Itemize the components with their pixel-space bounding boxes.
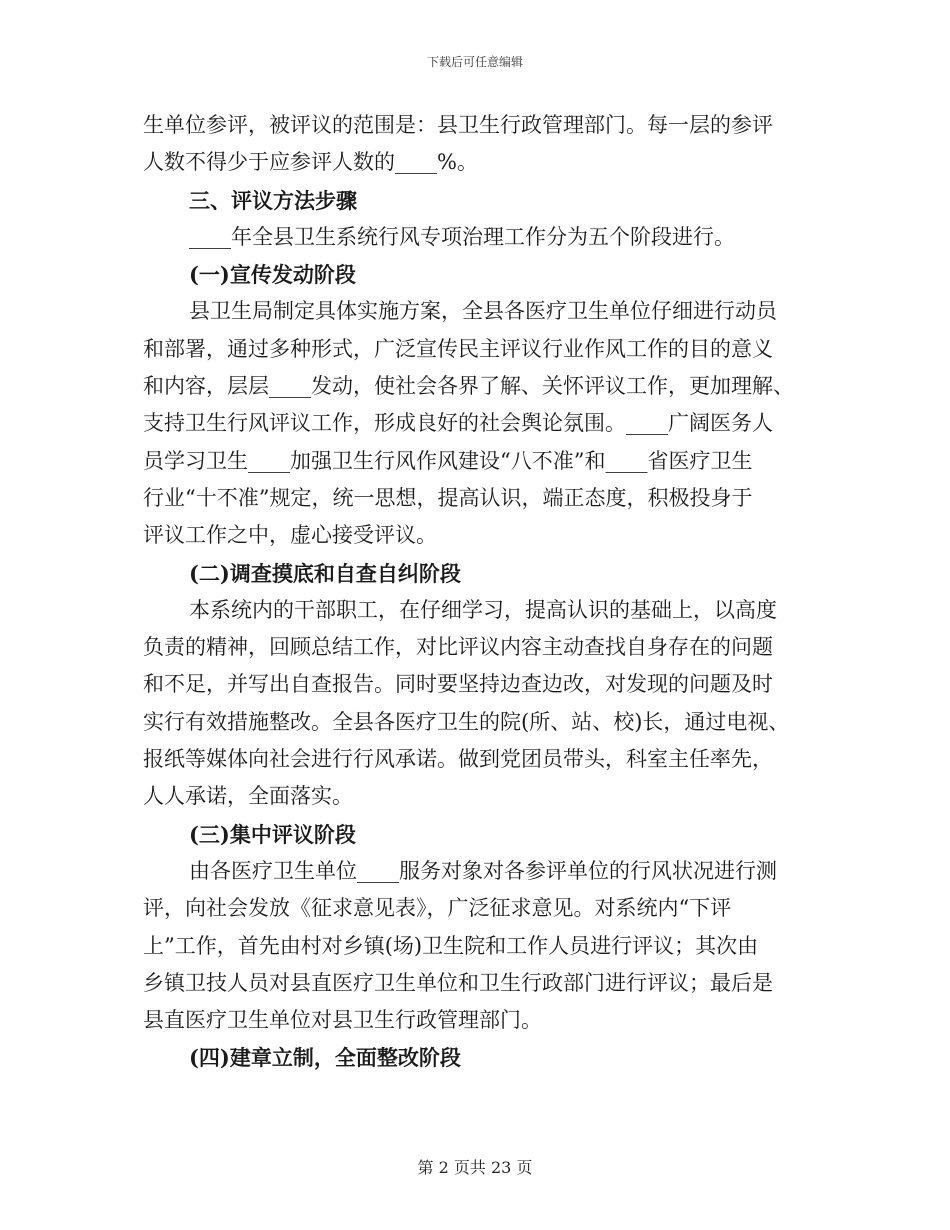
paragraph-line: 报纸等媒体向社会进行行风承诺。做到党团员带头，科室主任率先，	[143, 747, 773, 772]
paragraph-line: 乡镇卫技人员对县直医疗卫生单位和卫生行政部门进行评议；最后是	[143, 970, 773, 995]
paragraph-line: 负责的精神，回顾总结工作，对比评议内容主动查找自身存在的问题	[143, 635, 773, 660]
paragraph-line: 实行有效措施整改。全县各医疗卫生的院(所、站、校)长，通过电视、	[143, 709, 790, 734]
paragraph-line: 人数不得少于应参评人数的____%。	[143, 150, 478, 175]
paragraph-line: 人人承诺，全面落实。	[143, 784, 353, 809]
paragraph-line: 评，向社会发放《征求意见表》，广泛征求意见。对系统内“下评	[143, 896, 732, 921]
paragraph-line: 支持卫生行风评议工作，形成良好的社会舆论氛围。____广阔医务人	[143, 411, 773, 436]
paragraph-line: 上”工作，首先由村对乡镇(场)卫生院和工作人员进行评议；其次由	[143, 933, 759, 958]
paragraph-line: 县直医疗卫生单位对县卫生行政管理部门。	[143, 1008, 542, 1033]
section-heading: (二)调查摸底和自查自纠阶段	[189, 560, 461, 586]
paragraph-line: 本系统内的干部职工，在仔细学习，提高认识的基础上，以高度	[189, 597, 777, 622]
section-heading: (四)建章立制，全面整改阶段	[189, 1045, 461, 1071]
page-header-note: 下载后可任意编辑	[426, 55, 523, 69]
paragraph-line: ____年全县卫生系统行风专项治理工作分为五个阶段进行。	[189, 224, 735, 249]
section-heading: 三、评议方法步骤	[189, 187, 357, 213]
paragraph-line: 和部署，通过多种形式，广泛宣传民主评议行业作风工作的目的意义	[143, 336, 773, 361]
page-footer: 第 2 页共 23 页	[417, 1158, 533, 1177]
paragraph-line: 行业“十不准”规定，统一思想，提高认识，端正态度，积极投身于	[143, 485, 753, 510]
section-heading: (一)宣传发动阶段	[189, 262, 356, 288]
paragraph-line: 县卫生局制定具体实施方案，全县各医疗卫生单位仔细进行动员	[189, 299, 777, 324]
paragraph-line: 员学习卫生____加强卫生行风作风建设“八不准”和____省医疗卫生	[143, 448, 753, 473]
paragraph-line: 和不足，并写出自查报告。同时要坚持边查边改，对发现的问题及时	[143, 672, 773, 697]
paragraph-line: 生单位参评，被评议的范围是：县卫生行政管理部门。每一层的参评	[143, 113, 773, 137]
paragraph-line: 由各医疗卫生单位____服务对象对各参评单位的行风状况进行测	[189, 858, 777, 883]
paragraph-line: 和内容，层层____发动，使社会各界了解、关怀评议工作，更加理解、	[143, 374, 794, 399]
document-body	[143, 107, 807, 1077]
section-heading: (三)集中评议阶段	[189, 821, 356, 847]
paragraph-line: 评议工作之中，虚心接受评议。	[143, 523, 437, 548]
